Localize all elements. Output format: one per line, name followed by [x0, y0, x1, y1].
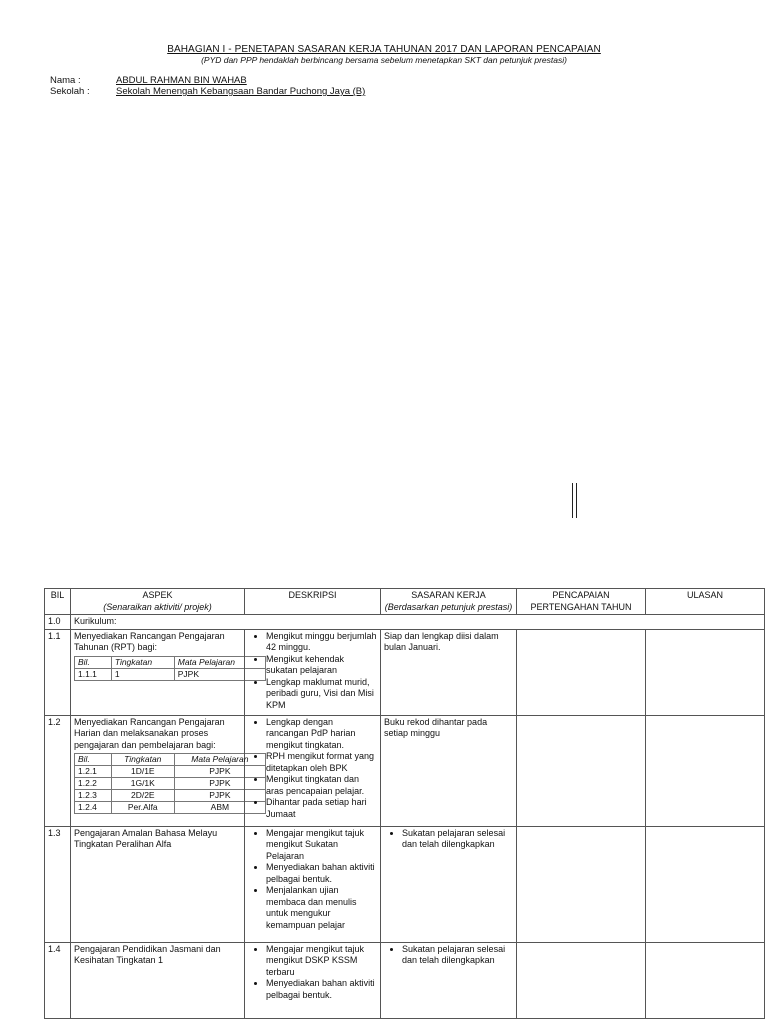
sub-cell: 1.2.2 — [75, 778, 112, 790]
row-sasaran — [381, 629, 517, 715]
row-ulasan — [646, 942, 765, 1018]
sub-table-header — [75, 656, 266, 668]
list-item: • Lengkap maklumat murid, peribadi guru, Visi dan Misi KPM — [266, 677, 377, 712]
skt-table — [44, 588, 765, 1019]
deskripsi-list — [248, 944, 377, 1002]
list-item: • Mengikut minggu berjumlah 42 minggu. — [266, 631, 377, 654]
row-pencapaian — [517, 715, 646, 826]
section-label: Kurikulum: — [71, 615, 765, 630]
row-pencapaian — [517, 942, 646, 1018]
list-item: • Sukatan pelajaran selesai dan telah dilengkapkan — [402, 828, 513, 851]
list-item: • RPH mengikut format yang ditetapkan oleh BPK — [266, 751, 377, 774]
list-item: • Mengajar mengikut tajuk mengikut Sukatan Pelajaran — [266, 828, 377, 863]
row-sasaran — [381, 942, 517, 1018]
sekolah-label: Sekolah : — [50, 86, 90, 97]
page-subtitle: (PYD dan PPP hendaklah berbincang bersama sebelum menetapkan SKT dan petunjuk prestasi) — [201, 55, 567, 65]
row-deskripsi — [245, 715, 381, 826]
list-item: • Menjalankan ujian membaca dan menulis untuk mengukur kemampuan pelajar — [266, 885, 377, 931]
sub-table-row — [75, 778, 266, 790]
header-aspek: ASPEK (Senaraikan aktiviti/ projek) — [71, 589, 245, 615]
list-item: • Menyediakan bahan aktiviti pelbagai bentuk. — [266, 862, 377, 885]
row-ulasan — [646, 629, 765, 715]
sub-header-cell: Mata Pelajaran — [174, 656, 265, 668]
sub-cell: 1.2.3 — [75, 790, 112, 802]
row-ulasan — [646, 715, 765, 826]
sub-cell: PJPK — [174, 778, 265, 790]
table-row — [45, 715, 765, 826]
row-bil: 1.1 — [45, 629, 71, 715]
table-row — [45, 629, 765, 715]
row-bil: 1.4 — [45, 942, 71, 1018]
sub-table — [74, 656, 266, 681]
sub-header-cell: Bil. — [75, 754, 112, 766]
row-pencapaian — [517, 629, 646, 715]
sub-table-header — [75, 754, 266, 766]
list-item: • Mengikut tingkatan dan aras pencapaian pelajar. — [266, 774, 377, 797]
table-row — [45, 942, 765, 1018]
row-aspek — [71, 629, 245, 715]
row-aspek — [71, 826, 245, 942]
sub-cell: PJPK — [174, 766, 265, 778]
sasaran-text: Buku rekod dihantar pada setiap minggu — [384, 716, 488, 738]
row-sasaran — [381, 826, 517, 942]
sub-cell: 1G/1K — [111, 778, 174, 790]
list-item: • Dihantar pada setiap hari Jumaat — [266, 797, 377, 820]
list-item: • Mengikut kehendak sukatan pelajaran — [266, 654, 377, 677]
row-aspek — [71, 942, 245, 1018]
text-cursor-marks — [572, 483, 578, 518]
sub-cell: ABM — [174, 802, 265, 814]
deskripsi-list — [248, 631, 377, 712]
sub-cell: 1.2.1 — [75, 766, 112, 778]
sub-cell: 1 — [111, 668, 174, 680]
sub-cell: PJPK — [174, 790, 265, 802]
row-bil: 1.2 — [45, 715, 71, 826]
sub-header-cell: Bil. — [75, 656, 112, 668]
row-deskripsi — [245, 942, 381, 1018]
nama-label: Nama : — [50, 75, 81, 86]
header-ulasan: ULASAN — [646, 589, 765, 615]
row-sasaran — [381, 715, 517, 826]
sasaran-list — [384, 828, 513, 851]
row-pencapaian — [517, 826, 646, 942]
sub-table-row — [75, 766, 266, 778]
list-item: • Sukatan pelajaran selesai dan telah dilengkapkan — [402, 944, 513, 967]
list-item: • Lengkap dengan rancangan PdP harian mengikut tingkatan. — [266, 717, 377, 752]
sub-table-row — [75, 668, 266, 680]
deskripsi-list — [248, 828, 377, 932]
aspek-text: Pengajaran Pendidikan Jasmani dan Kesihatan Tingkatan 1 — [74, 943, 221, 965]
sub-table-row — [75, 802, 266, 814]
header-bil: BIL — [45, 589, 71, 615]
sasaran-text: Siap dan lengkap diisi dalam bulan Januari. — [384, 630, 499, 652]
nama-value: ABDUL RAHMAN BIN WAHAB — [116, 75, 247, 86]
sasaran-list — [384, 944, 513, 967]
row-deskripsi — [245, 826, 381, 942]
page-title: BAHAGIAN I - PENETAPAN SASARAN KERJA TAHUNAN 2017 DAN LAPORAN PENCAPAIAN — [167, 44, 601, 55]
aspek-text: Pengajaran Amalan Bahasa Melayu Tingkatan Peralihan Alfa — [74, 827, 218, 849]
row-ulasan — [646, 826, 765, 942]
header-deskripsi: DESKRIPSI — [245, 589, 381, 615]
sub-cell: 1.1.1 — [75, 668, 112, 680]
sub-table-row — [75, 790, 266, 802]
row-bil: 1.3 — [45, 826, 71, 942]
aspek-text: Menyediakan Rancangan Pengajaran Tahunan (RPT) bagi: — [74, 630, 225, 652]
sub-cell: 1.2.4 — [75, 802, 112, 814]
sub-header-cell: Tingkatan — [111, 656, 174, 668]
section-bil: 1.0 — [45, 615, 71, 630]
list-item: • Menyediakan bahan aktiviti pelbagai bentuk. — [266, 978, 377, 1001]
sekolah-value: Sekolah Menengah Kebangsaan Bandar Puchong Jaya (B) — [116, 86, 366, 97]
row-deskripsi — [245, 629, 381, 715]
aspek-text: Menyediakan Rancangan Pengajaran Harian dan melaksanakan proses pengajaran dan pembelajaran bagi: — [74, 716, 225, 750]
table-header-row — [45, 589, 765, 615]
sub-table — [74, 753, 266, 814]
sub-cell: 2D/2E — [111, 790, 174, 802]
header-sasaran: SASARAN KERJA (Berdasarkan petunjuk prestasi) — [381, 589, 517, 615]
sub-header-cell: Tingkatan — [111, 754, 174, 766]
sub-cell: Per.Alfa — [111, 802, 174, 814]
section-row — [45, 615, 765, 630]
list-item: • Mengajar mengikut tajuk mengikut DSKP KSSM terbaru — [266, 944, 377, 979]
header-pencapaian: PENCAPAIAN PERTENGAHAN TAHUN — [517, 589, 646, 615]
sub-header-cell: Mata Pelajaran — [174, 754, 265, 766]
row-aspek — [71, 715, 249, 826]
deskripsi-list — [248, 717, 377, 821]
sub-cell: PJPK — [174, 668, 265, 680]
table-row — [45, 826, 765, 942]
sub-cell: 1D/1E — [111, 766, 174, 778]
